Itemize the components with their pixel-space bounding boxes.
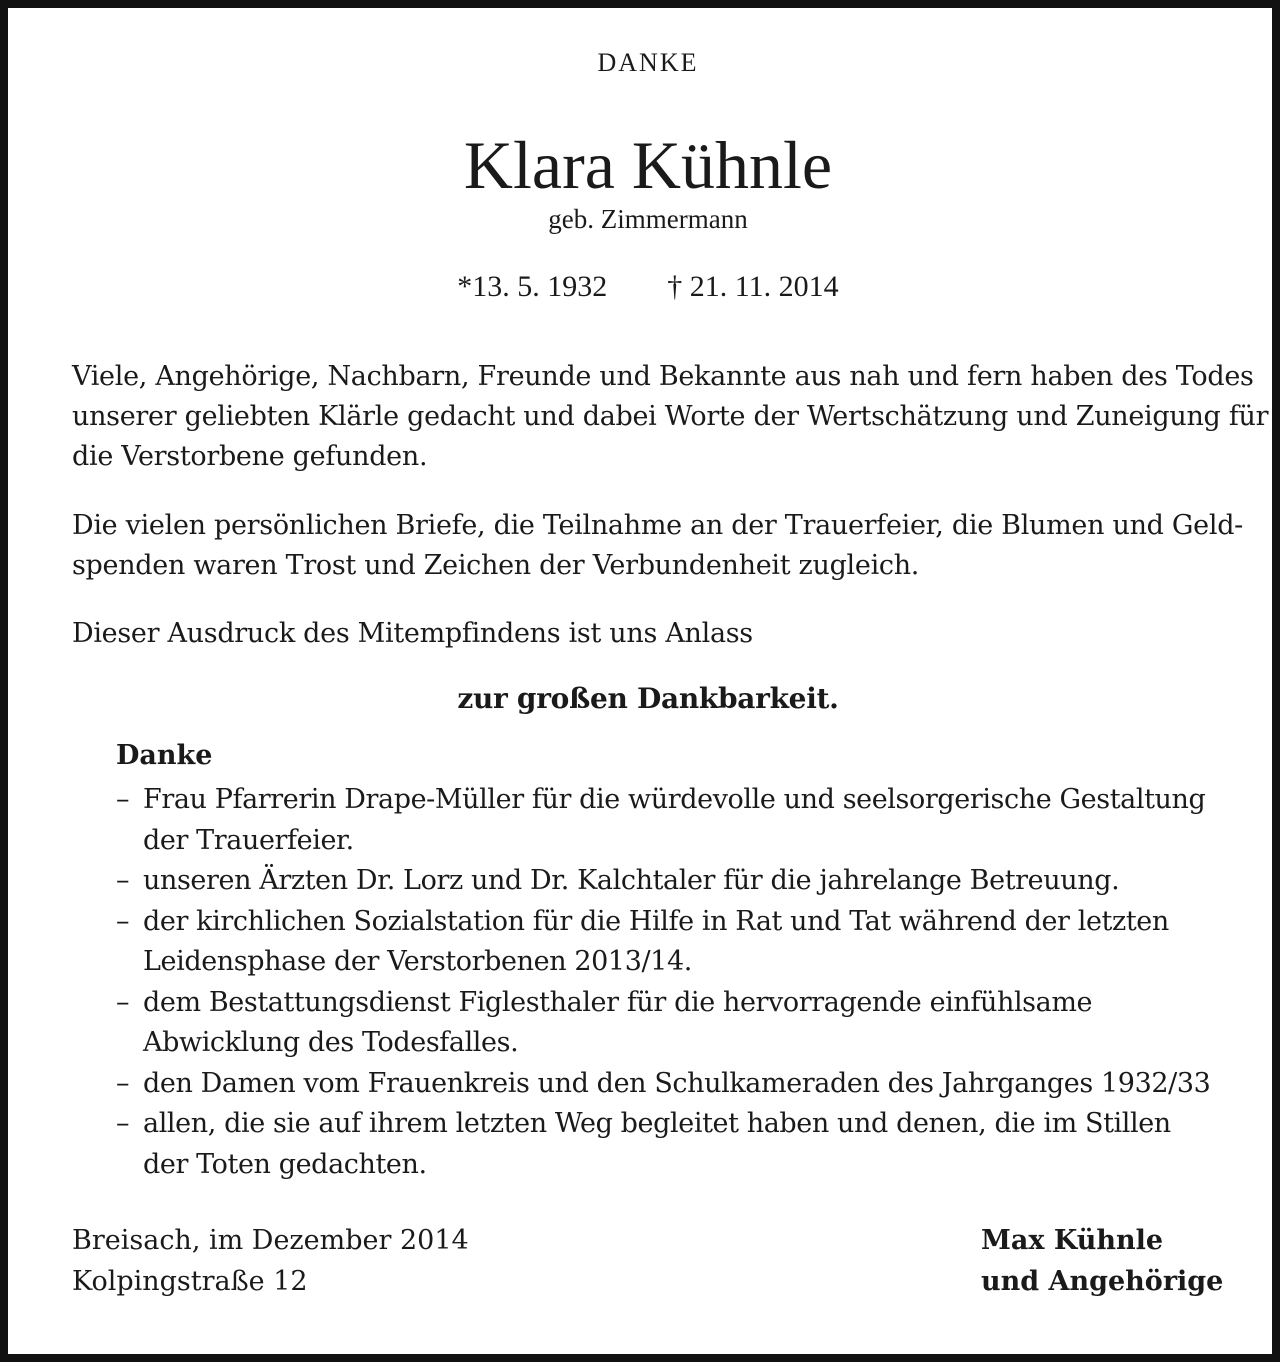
- place-date: Breisach, im Dezember 2014: [72, 1225, 469, 1256]
- list-item-line: der Toten gedachten.: [143, 1148, 427, 1180]
- thanks-list: [116, 780, 1210, 1185]
- maiden-name: geb. Zimmermann: [548, 204, 748, 234]
- dash-bullet: –: [116, 986, 130, 1018]
- paragraph-condolences: [72, 357, 1268, 477]
- dash-bullet: –: [116, 1067, 130, 1099]
- signer-name: Max Kühnle: [981, 1225, 1164, 1256]
- dash-bullet: –: [116, 905, 130, 937]
- life-dates: [8, 270, 1280, 304]
- list-item-line: Leidensphase der Verstorbenen 2013/14.: [143, 946, 692, 977]
- list-item-line: der kirchlichen Sozialstation für die Hilfe in Rat und Tat während der letzten: [143, 905, 1169, 937]
- paragraph-line: Die vielen persönlichen Briefe, die Teilnahme an der Trauerfeier, die Blumen und Geld-: [72, 510, 1244, 541]
- list-item-line: allen, die sie auf ihrem letzten Weg begleitet haben und denen, die im Stillen: [143, 1108, 1171, 1139]
- paragraph-line: die Verstorbene gefunden.: [72, 441, 428, 472]
- thanks-title: Danke: [116, 740, 213, 771]
- footer-location: [72, 1220, 469, 1302]
- paragraph-occasion: Dieser Ausdruck des Mitempfindens ist uns Anlass: [72, 618, 753, 649]
- list-item: [116, 780, 1210, 861]
- list-item: [116, 1104, 1210, 1185]
- list-item-line: unseren Ärzten Dr. Lorz und Dr. Kalchtaler für die jahrelange Betreuung.: [143, 865, 1120, 896]
- list-item: [116, 1064, 1210, 1105]
- dash-bullet: –: [116, 1108, 130, 1139]
- notice-heading: DANKE: [597, 48, 699, 77]
- list-item-line: Frau Pfarrerin Drape-Müller für die würdevolle und seelsorgerische Gestaltung: [143, 784, 1206, 815]
- list-item-line: Abwicklung des Todesfalles.: [143, 1027, 519, 1058]
- footer-signature: [981, 1220, 1223, 1302]
- deceased-name: Klara Kühnle: [463, 127, 833, 203]
- dash-bullet: –: [116, 865, 130, 896]
- list-item-line: dem Bestattungsdienst Figlesthaler für die hervorragende einfühlsame: [143, 986, 1093, 1018]
- address: Kolpingstraße 12: [72, 1266, 308, 1297]
- gratitude-statement: zur großen Dankbarkeit.: [457, 682, 839, 715]
- list-item-line: der Trauerfeier.: [143, 824, 354, 856]
- dash-bullet: –: [116, 784, 130, 815]
- list-item-line: den Damen vom Frauenkreis und den Schulkameraden des Jahrganges 1932/33: [143, 1067, 1211, 1099]
- list-item: [116, 902, 1210, 983]
- paragraph-line: spenden waren Trost und Zeichen der Verbundenheit zugleich.: [72, 550, 920, 581]
- paragraph-line: Viele, Angehörige, Nachbarn, Freunde und Bekannte aus nah und fern haben des Todes: [72, 361, 1254, 392]
- list-item: [116, 983, 1210, 1064]
- paragraph-letters: [72, 506, 1243, 586]
- list-item: [116, 861, 1210, 902]
- birth-date: *13. 5. 1932: [457, 270, 608, 303]
- paragraph-line: unserer geliebten Klärle gedacht und dabei Worte der Wertschätzung und Zuneigung für: [72, 401, 1269, 432]
- signer-suffix: und Angehörige: [981, 1266, 1224, 1297]
- death-date: † 21. 11. 2014: [667, 270, 839, 303]
